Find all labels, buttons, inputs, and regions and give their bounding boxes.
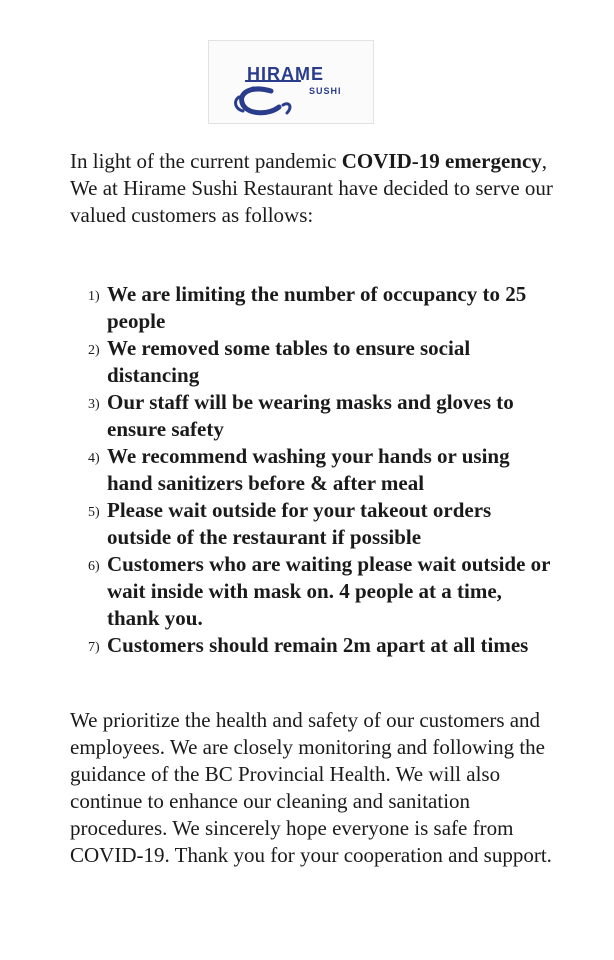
intro-text-2: We at Hirame Sushi Restaurant have decided to serve our valued customers as follows:: [70, 176, 553, 227]
list-text: Our staff will be wearing masks and gloves to ensure safety: [107, 390, 514, 441]
list-number: 5): [88, 505, 100, 520]
intro-paragraph: [70, 148, 580, 229]
list-item: [88, 389, 558, 443]
logo-name: HIRAME: [247, 64, 324, 84]
list-item: [88, 632, 558, 659]
list-text: We are limiting the number of occupancy to 25 people: [107, 282, 527, 333]
list-item: [88, 281, 558, 335]
list-item: [88, 443, 558, 497]
list-text: We recommend washing your hands or using hand sanitizers before & after meal: [107, 444, 510, 495]
list-number: 1): [88, 289, 100, 304]
list-text: Customers who are waiting please wait outside or wait inside with mask on. 4 people at a time, thank you.: [107, 552, 551, 630]
restaurant-logo: [208, 40, 374, 124]
logo-subtitle: SUSHI: [309, 86, 342, 96]
intro-comma: ,: [541, 149, 548, 173]
list-number: 6): [88, 559, 100, 574]
list-item: [88, 551, 558, 632]
list-number: 3): [88, 397, 100, 412]
list-number: 4): [88, 451, 100, 466]
list-item: [88, 335, 558, 389]
rules-list: [88, 281, 558, 659]
intro-emphasis: COVID-19 emergency: [341, 149, 542, 173]
list-text: Please wait outside for your takeout orders outside of the restaurant if possible: [107, 498, 492, 549]
list-text: Customers should remain 2m apart at all times: [107, 633, 529, 657]
closing-paragraph: We prioritize the health and safety of our customers and employees. We are closely monitoring and following the guidance of the BC Provincial Health. We will also continue to enhance our cleaning and sanitation procedures. We sincerely hope everyone is safe from COVID-19. Thank you for your cooperation and support.: [70, 708, 552, 867]
intro-text: In light of the current pandemic: [70, 149, 342, 173]
list-item: [88, 497, 558, 551]
list-text: We removed some tables to ensure social distancing: [107, 336, 471, 387]
list-number: 7): [88, 640, 100, 655]
list-number: 2): [88, 343, 100, 358]
